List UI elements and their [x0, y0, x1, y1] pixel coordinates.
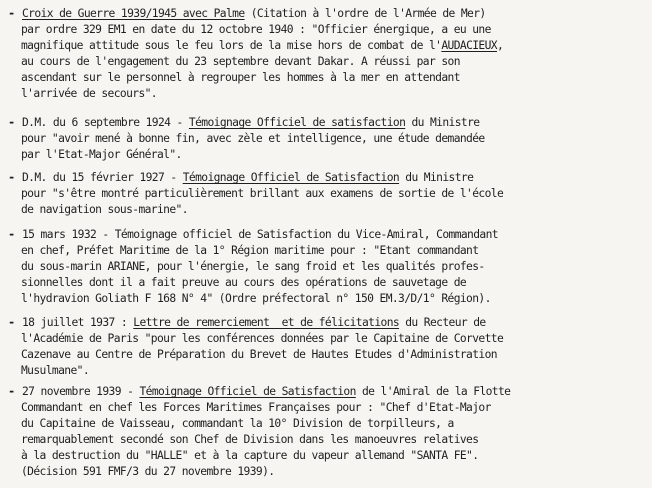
- entry-dm-1924: [8, 115, 648, 163]
- underlined-heading: Témoignage Officiel de Satisfaction: [182, 171, 400, 184]
- entry-line: [22, 384, 648, 400]
- text-segment: magnifique attitude sous le feu lors de la mise hors de combat de l': [21, 39, 442, 52]
- entry-line: (Décision 591 FMF/3 du 27 novembre 1939).: [21, 465, 275, 478]
- text-segment: de l'Amiral de la Flotte: [355, 385, 511, 398]
- entry-line: ascendant sur le personnel à regrouper les hommes à la mer en attendant: [21, 71, 460, 84]
- text-segment: du Ministre: [405, 116, 480, 129]
- entry-line: [22, 115, 648, 131]
- underlined-heading: Lettre de remerciement et de félicitations: [133, 316, 400, 329]
- entry-line: [21, 38, 648, 54]
- underlined-heading: Croix de Guerre 1939/1945 avec Palme: [22, 7, 245, 20]
- underlined-heading: Témoignage Officiel de Satisfaction: [139, 385, 356, 398]
- entry-line: Musulmane".: [21, 364, 89, 377]
- entry-bullet: -: [8, 6, 16, 20]
- entry-line: par ordre 329 EM1 en date du 12 octobre 1940 : "Officier énergique, a eu une: [21, 23, 491, 36]
- entry-line: remarquablement secondé son Chef de Division dans les manoeuvres relatives: [21, 433, 479, 446]
- entry-line: l'arrivée de secours".: [21, 87, 157, 100]
- ship-name-underlined: AUDACIEUX: [441, 39, 497, 52]
- text-segment: (Citation à l'ordre de l'Armée de Mer): [244, 7, 486, 20]
- entry-line: au cours de l'engagement du 23 septembre devant Dakar. A réussi par son: [21, 55, 460, 68]
- text-segment: du Recteur de: [399, 316, 486, 329]
- entry-line: Cazenave au Centre de Préparation du Brevet de Hautes Etudes d'Administration: [21, 348, 497, 361]
- text-segment: du Ministre: [399, 171, 474, 184]
- text-segment: ,: [496, 39, 504, 52]
- entry-line: pour "avoir mené à bonne fin, avec zèle et intelligence, une étude demandée: [21, 132, 485, 145]
- entry-croix-de-guerre: [8, 6, 648, 102]
- entry-bullet: -: [8, 227, 16, 241]
- entry-bullet: -: [8, 384, 16, 398]
- entry-dm-1927: [8, 170, 648, 218]
- text-segment: D.M. du 15 février 1927 -: [22, 171, 183, 184]
- entry-line: [22, 6, 648, 22]
- entry-line: à la destruction du "HALLE" et à la capture du vapeur allemand "SANTA FE".: [21, 449, 479, 462]
- entry-line: [22, 315, 648, 331]
- entry-1937: [8, 315, 648, 379]
- entry-line: l'Académie de Paris "pour les conférences données par le Capitaine de Corvette: [21, 332, 504, 345]
- entry-line: pour "s'être montré particulièrement brillant aux examens de sortie de l'école: [21, 187, 504, 200]
- entry-line: l'hydravion Goliath F 168 N° 4" (Ordre préfectoral n° 150 EM.3/D/1° Région).: [21, 292, 491, 305]
- entry-1932: [8, 227, 648, 307]
- entry-1939: [8, 384, 648, 480]
- entry-bullet: -: [8, 315, 16, 329]
- text-segment: 18 juillet 1937 :: [22, 316, 134, 329]
- entry-line: par l'Etat-Major Général".: [21, 148, 182, 161]
- entry-line: de navigation sous-marine".: [21, 203, 188, 216]
- entry-line: du Capitaine de Vaisseau, commandant la 10° Division de torpilleurs, a: [21, 417, 454, 430]
- entry-line: du sous-marin ARIANE, pour l'énergie, le sang froid et les qualités profes-: [21, 260, 485, 273]
- entry-line: sionnelles dont il a fait preuve au cours des opérations de sauvetage de: [21, 276, 467, 289]
- entry-line: [22, 170, 648, 186]
- entry-line: 15 mars 1932 - Témoignage officiel de Satisfaction du Vice-Amiral, Commandant: [22, 228, 498, 241]
- text-segment: D.M. du 6 septembre 1924 -: [22, 116, 189, 129]
- underlined-heading: Témoignage Officiel de satisfaction: [188, 116, 406, 129]
- entry-bullet: -: [8, 170, 16, 184]
- entry-line: en chef, Préfet Maritime de la 1° Région maritime pour : "Etant commandant: [21, 244, 479, 257]
- entry-line: Commandant en chef les Forces Maritimes Françaises pour : "Chef d'Etat-Major: [21, 401, 491, 414]
- text-segment: 27 novembre 1939 -: [22, 385, 140, 398]
- entry-bullet: -: [8, 115, 16, 129]
